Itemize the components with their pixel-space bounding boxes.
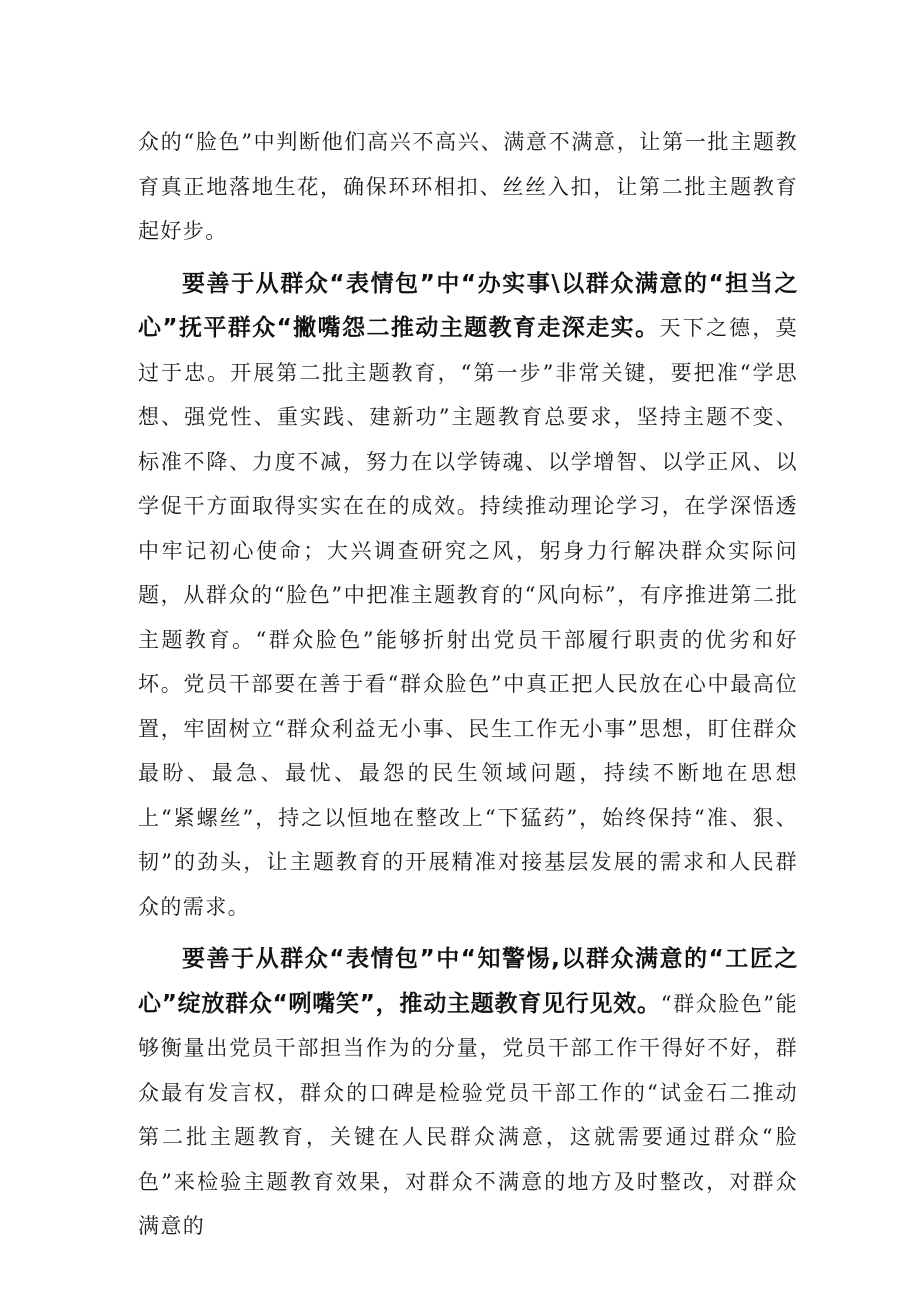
document-body — [138, 120, 798, 1249]
paragraph-3-text: “群众脸色”能够衡量出党员干部担当作为的分量，党员干部工作干得好不好，群众最有发言权，群众的口碑是检验党员干部工作的“试金石二推动第二批主题教育，关键在人民群众满意，这就需要通过群众“脸色”来检验主题教育效果，对群众不满意的地方及时整改，对群众满意的 — [138, 991, 798, 1238]
paragraph-stay-vigilant — [138, 937, 798, 1249]
paragraph-continuation — [138, 120, 798, 254]
paragraph-2-text: 天下之德，莫过于忠。开展第二批主题教育，“第一步”非常关键，要把准“学思想、强党性、重实践、建新功”主题教育总要求，坚持主题不变、标准不降、力度不减，努力在以学铸魂、以学增智、以学正风、以学促干方面取得实实在在的成效。持续推动理论学习，在学深悟透中牢记初心使命；大兴调查研究之风，躬身力行解决群众实际问题，从群众的“脸色”中把准主题教育的“风向标”，有序推进第二批主题教育。“群众脸色”能够折射出党员干部履行职责的优劣和好坏。党员干部要在善于看“群众脸色”中真正把人民放在心中最高位置，牢固树立“群众利益无小事、民生工作无小事”思想，盯住群众最盼、最急、最忧、最怨的民生领域问题，持续不断地在思想上“紧螺丝”，持之以恒地在整改上“下猛药”，始终保持“准、狠、韧”的劲头，让主题教育的开展精准对接基层发展的需求和人民群众的需求。 — [138, 316, 799, 919]
paragraph-2-heading: 要善于从群众“表情包”中“办实事\以群众满意的“担当之心”抚平群众“撇嘴怨二推动主题教育走深走实。 — [138, 270, 798, 341]
paragraph-handle-practical-matters — [138, 262, 798, 930]
paragraph-1-text: 众的“脸色”中判断他们高兴不高兴、满意不满意，让第一批主题教育真正地落地生花，确保环环相扣、丝丝入扣，让第二批主题教育起好步。 — [138, 130, 798, 243]
paragraph-3-heading: 要善于从群众“表情包”中“知警惕,以群众满意的“工匠之心”绽放群众“咧嘴笑”，推动主题教育见行见效。 — [138, 946, 798, 1017]
